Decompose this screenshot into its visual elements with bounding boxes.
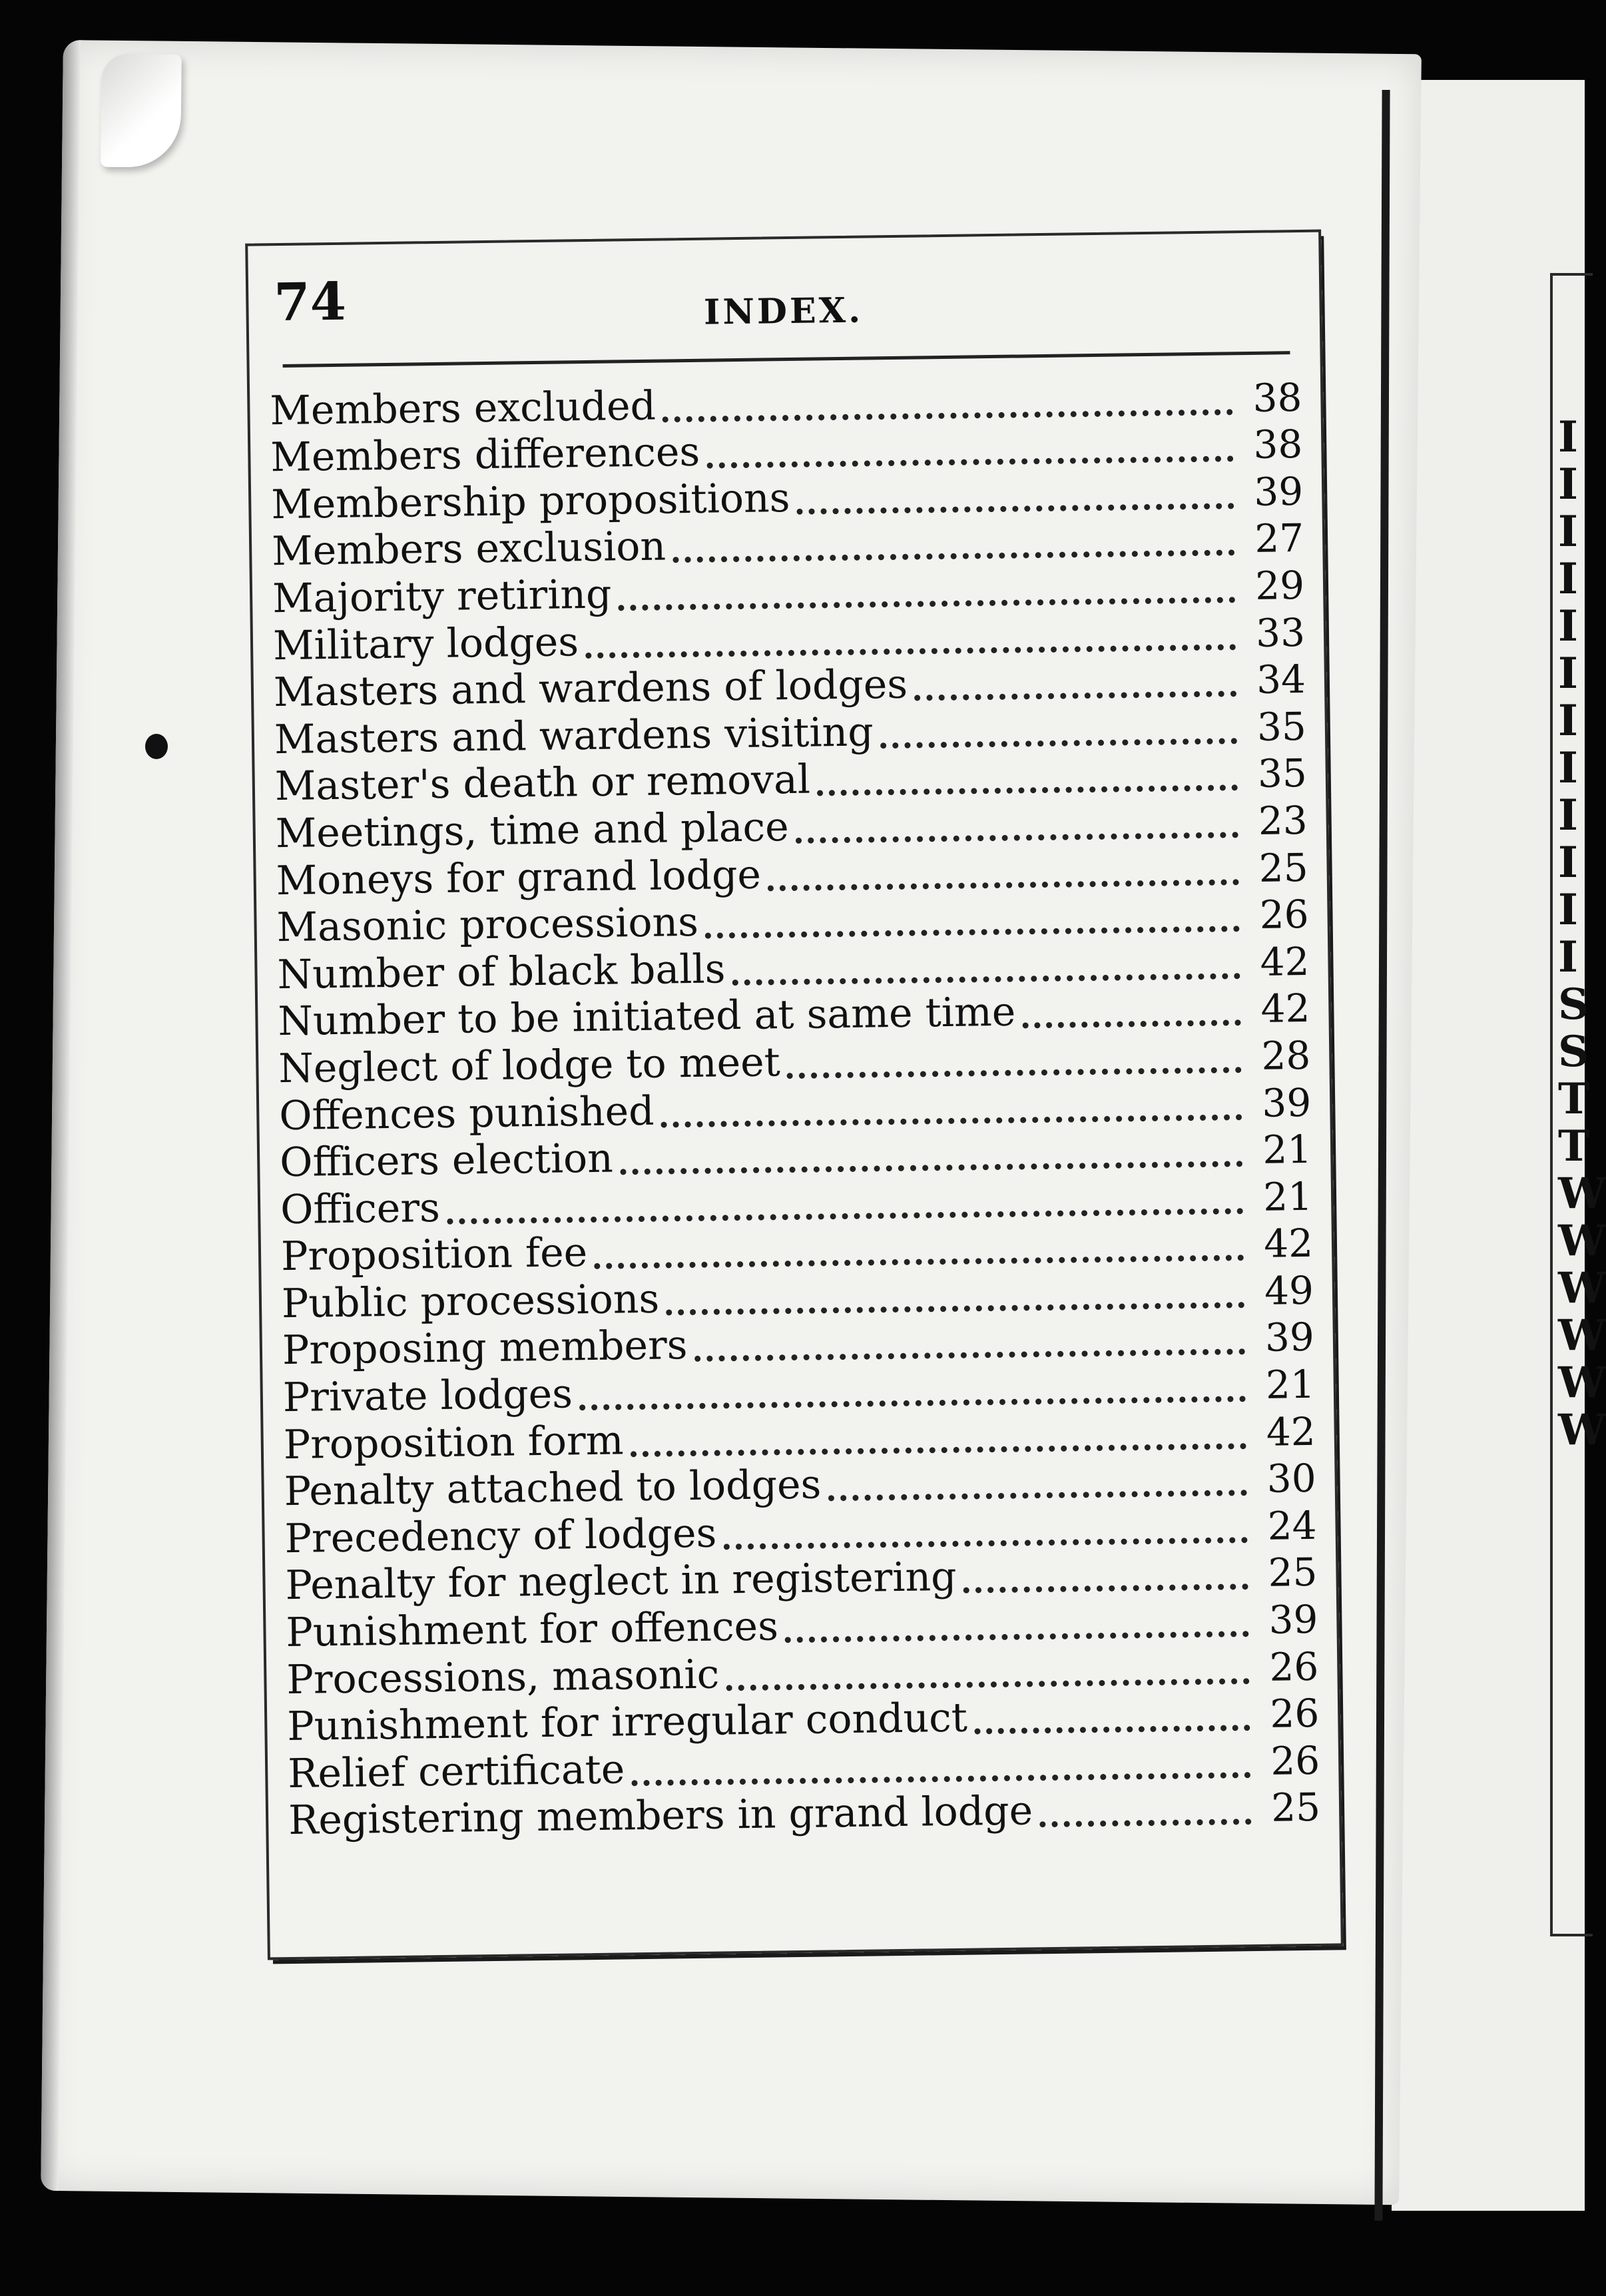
page-edge (41, 40, 81, 2191)
entry-label: Relief certificate (287, 1746, 625, 1797)
dot-leader (705, 906, 1240, 939)
dot-leader (768, 859, 1239, 891)
dot-leader (914, 671, 1236, 701)
page-header (274, 259, 1293, 346)
entry-page-number: 21 (1265, 1361, 1316, 1408)
entry-label: Military lodges (272, 618, 579, 669)
dot-leader (631, 1752, 1250, 1786)
dot-leader (594, 1235, 1244, 1269)
dot-leader (630, 1423, 1246, 1457)
facing-page-letter: W (1558, 1263, 1606, 1313)
entry-label: Moneys for grand lodge (276, 851, 762, 904)
entry-page-number: 21 (1262, 1173, 1313, 1220)
dot-leader (795, 812, 1238, 844)
facing-page-letter: W (1558, 1216, 1606, 1266)
entry-page-number: 42 (1260, 938, 1310, 985)
entry-page-number: 29 (1254, 562, 1305, 609)
page-corner-curl (101, 54, 182, 168)
entry-page-number: 23 (1258, 797, 1308, 844)
entry-label: Processions, masonic (286, 1651, 720, 1703)
entry-label: Precedency of lodges (284, 1510, 717, 1562)
dot-leader (796, 483, 1234, 515)
facing-page-letter: I (1558, 554, 1578, 604)
facing-page-letter: T (1558, 1121, 1590, 1171)
facing-page-letter: I (1558, 790, 1578, 840)
entry-label: Majority retiring (272, 571, 612, 623)
facing-page-letter: I (1558, 412, 1578, 462)
entry-page-number: 42 (1263, 1221, 1314, 1267)
facing-page-letter: T (1558, 1074, 1590, 1124)
facing-page-letter: W (1558, 1169, 1606, 1219)
dot-leader (706, 435, 1234, 468)
index-entries (270, 374, 1321, 1845)
entry-page-number: 42 (1260, 986, 1310, 1032)
dot-leader (974, 1705, 1250, 1734)
entry-label: Masonic processions (276, 898, 699, 952)
entry-label: Master's death or removal (274, 756, 811, 810)
facing-page-letter: I (1558, 507, 1578, 557)
entry-label: Members differences (270, 428, 700, 481)
dot-leader (694, 1329, 1245, 1362)
entry-label: Members exclusion (271, 523, 667, 575)
dot-leader (672, 530, 1235, 563)
facing-page-letter: I (1558, 601, 1578, 651)
dot-leader (663, 389, 1233, 422)
entry-page-number: 26 (1259, 891, 1309, 938)
entry-label: Punishment for irregular conduct (286, 1694, 968, 1751)
dot-leader (447, 1188, 1244, 1225)
entry-label: Masters and wardens visiting (274, 709, 874, 763)
facing-page-letter: S (1558, 980, 1589, 1029)
entry-page-number: 38 (1253, 422, 1303, 468)
entry-page-number: 25 (1258, 844, 1309, 891)
entry-label: Penalty attached to lodges (284, 1461, 822, 1516)
dot-leader (666, 1282, 1244, 1315)
facing-page-letter: W (1558, 1405, 1606, 1455)
dot-leader (620, 1141, 1243, 1175)
facing-page-letter: I (1558, 932, 1578, 982)
entry-label: Members excluded (270, 382, 657, 434)
entry-page-number: 39 (1268, 1596, 1318, 1643)
entry-page-number: 49 (1264, 1267, 1314, 1314)
facing-page-letter: I (1558, 459, 1578, 509)
entry-label: Proposing members (282, 1322, 688, 1374)
entry-page-number: 42 (1266, 1408, 1316, 1455)
entry-page-number: 38 (1252, 374, 1302, 421)
entry-label: Officers (280, 1184, 441, 1233)
entry-page-number: 28 (1261, 1032, 1311, 1079)
entry-label: Number of black balls (277, 946, 726, 998)
entry-page-number: 24 (1267, 1502, 1317, 1549)
entry-label: Membership propositions (270, 474, 790, 528)
entry-page-number: 39 (1261, 1079, 1312, 1126)
entry-label: Officers election (279, 1135, 614, 1187)
page-number: 74 (273, 271, 347, 334)
dot-leader (732, 953, 1240, 986)
dot-leader (661, 1094, 1242, 1127)
dot-leader (723, 1517, 1248, 1550)
entry-page-number: 21 (1262, 1126, 1312, 1173)
facing-page-letter: I (1558, 696, 1578, 746)
entry-label: Number to be initiated at same time (278, 988, 1016, 1045)
entry-label: Proposition fee (280, 1229, 588, 1281)
dot-leader (1022, 1000, 1241, 1029)
entry-page-number: 33 (1255, 609, 1306, 656)
dot-leader (579, 1376, 1246, 1410)
entry-label: Meetings, time and place (275, 804, 790, 858)
entry-page-number: 25 (1270, 1785, 1321, 1831)
entry-label: Offences punished (278, 1087, 655, 1139)
dot-leader (1039, 1799, 1252, 1828)
dot-leader (787, 1047, 1242, 1079)
entry-label: Registering members in grand lodge (288, 1787, 1033, 1845)
entry-page-number: 27 (1254, 515, 1304, 562)
index-frame (245, 230, 1344, 1960)
entry-label: Public processions (281, 1275, 660, 1327)
entry-page-number: 39 (1253, 468, 1304, 515)
entry-label: Masters and wardens of lodges (273, 661, 908, 717)
entry-page-number: 35 (1256, 703, 1307, 750)
header-rule (283, 351, 1290, 368)
entry-label: Private lodges (282, 1370, 573, 1422)
facing-page-letter: I (1558, 885, 1578, 935)
entry-label: Proposition form (283, 1417, 624, 1468)
facing-page-letter: I (1558, 743, 1578, 793)
dot-leader (585, 624, 1236, 659)
entry-page-number: 35 (1257, 750, 1308, 797)
entry-page-number: 39 (1264, 1314, 1315, 1361)
entry-page-number: 30 (1266, 1456, 1317, 1502)
dot-leader (828, 1470, 1247, 1501)
entry-page-number: 34 (1256, 657, 1306, 703)
entry-label: Neglect of lodge to meet (278, 1039, 781, 1093)
entry-page-number: 26 (1269, 1690, 1320, 1737)
ink-blot (145, 734, 168, 759)
facing-page-letter: W (1558, 1358, 1606, 1408)
dot-leader (726, 1658, 1250, 1691)
dot-leader (785, 1611, 1249, 1643)
facing-page-letter: S (1558, 1027, 1589, 1077)
entry-page-number: 26 (1269, 1643, 1319, 1690)
dot-leader (817, 765, 1238, 796)
entry-page-number: 26 (1270, 1737, 1320, 1784)
entry-label: Punishment for offences (286, 1603, 779, 1657)
facing-page-letter: I (1558, 838, 1578, 888)
entry-page-number: 25 (1268, 1550, 1318, 1596)
dot-leader (618, 577, 1235, 611)
dot-leader (880, 718, 1237, 748)
dot-leader (963, 1564, 1248, 1594)
page-title: INDEX. (703, 290, 864, 333)
facing-page-letter: I (1558, 649, 1578, 699)
facing-page-letter: W (1558, 1310, 1606, 1360)
entry-label: Penalty for neglect in registering (285, 1554, 957, 1609)
